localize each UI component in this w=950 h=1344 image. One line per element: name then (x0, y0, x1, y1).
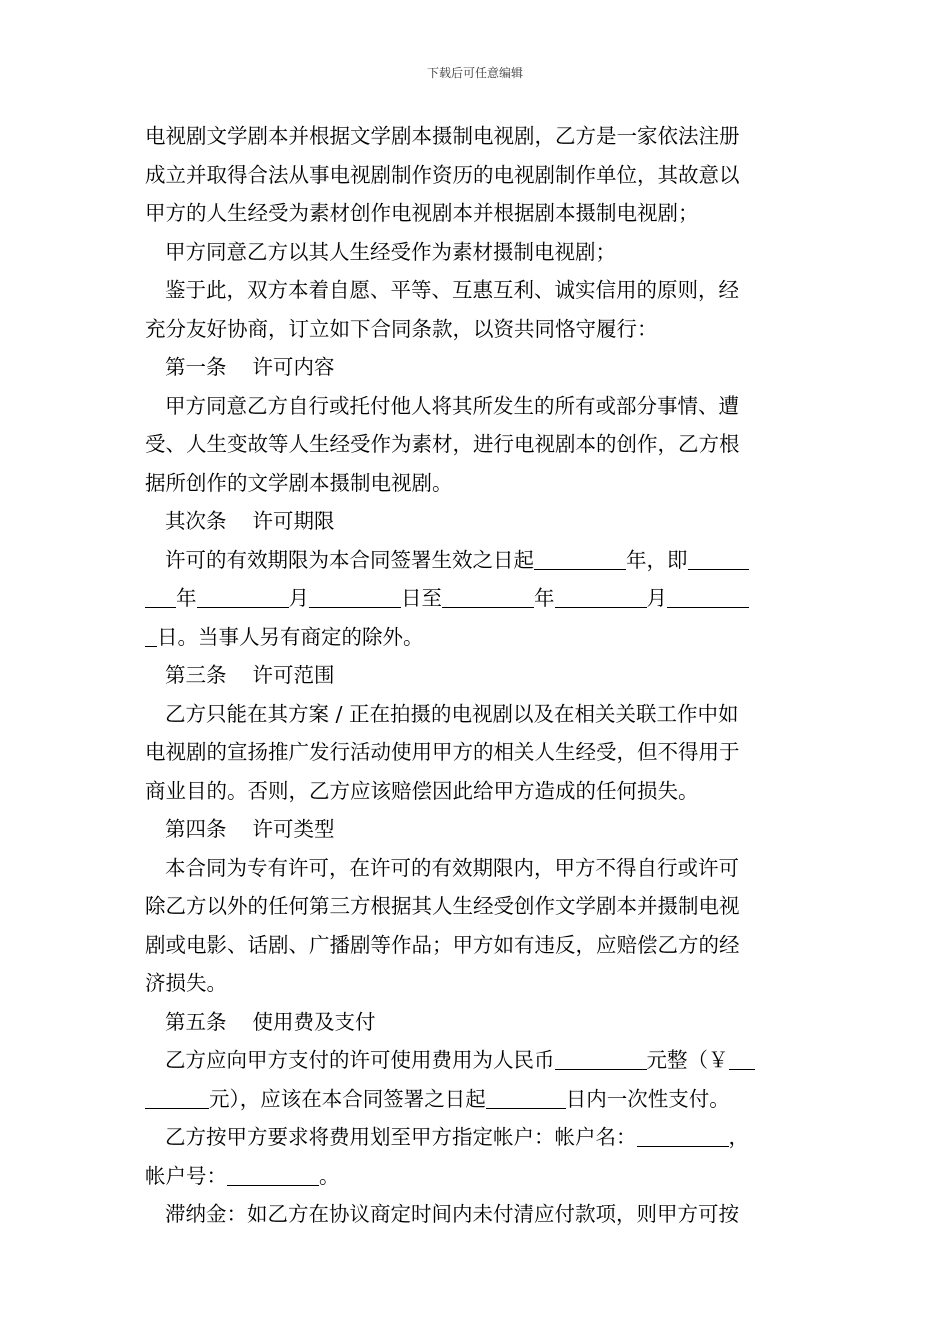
article-title: 许可内容 (252, 355, 335, 379)
text-segment: 日内一次性支付。 (565, 1086, 730, 1111)
text-line: 剧或电影、话剧、广播剧等作品；甲方如有违反，应赔偿乙方的经 (145, 932, 740, 957)
article-number: 第一条 (165, 355, 227, 379)
text-segment: 乙方按甲方要求将费用划至甲方指定帐户：帐户名： (165, 1125, 637, 1149)
blank-field (555, 1045, 647, 1070)
article-number: 第四条 (165, 817, 227, 841)
text-line: 充分友好协商，订立如下合同条款，以资共同恪守履行： (145, 316, 658, 341)
fee-line-2 (145, 1080, 807, 1119)
text-segment: 月 (288, 586, 309, 610)
blank-field (534, 545, 626, 570)
article-heading-3 (145, 656, 807, 695)
blank-field (688, 545, 749, 570)
article-title: 使用费及支付 (252, 1009, 376, 1034)
article-title: 许可期限 (252, 509, 335, 533)
text-segment: 帐户号： (145, 1163, 227, 1188)
date-line (145, 579, 807, 618)
blank-field (197, 583, 289, 608)
blank-field (227, 1161, 319, 1186)
text-segment: 日至 (401, 586, 442, 610)
text-line: 商业目的。否则，乙方应该赔偿因此给甲方造成的任何损失。 (145, 778, 699, 803)
article-number: 第五条 (165, 1009, 227, 1034)
text-segment: 年 (534, 586, 555, 610)
text-segment: 日。当事人另有商定的除外。 (157, 624, 424, 649)
article-heading-2 (145, 502, 807, 541)
blank-field (145, 622, 157, 647)
text-segment: 乙方应向甲方支付的许可使用费用为人民币 (165, 1048, 555, 1072)
contract-body (145, 117, 807, 1234)
text-line: 成立并取得合法从事电视剧制作资历的电视剧制作单位，其故意以 (145, 162, 740, 187)
blank-field (555, 583, 647, 608)
text-segment: 年，即 (626, 547, 688, 572)
page-header: 下载后可任意编辑 (426, 66, 523, 80)
article-number: 第三条 (165, 663, 227, 687)
text-line: 乙方只能在其方案 / 正在拍摄的电视剧以及在相关关联工作中如 (165, 701, 739, 726)
text-line: 本合同为专有许可，在许可的有效期限内，甲方不得自行或许可 (165, 855, 739, 880)
text-segment: ， (728, 1125, 749, 1149)
article-heading-4 (145, 810, 807, 849)
blank-field (667, 583, 749, 608)
text-line: 济损失。 (145, 971, 227, 995)
article-heading-1 (145, 348, 807, 387)
blank-field (145, 583, 176, 608)
text-segment: 元），应该在本合同签署之日起 (209, 1086, 486, 1111)
blank-field (145, 1084, 209, 1109)
article-title: 许可范围 (252, 663, 335, 687)
text-segment: 许可的有效期限为本合同签署生效之日起 (165, 547, 534, 572)
text-line: 甲方同意乙方以其人生经受作为素材摄制电视剧； (165, 239, 616, 264)
account-line (145, 1118, 807, 1157)
account-number-line (145, 1157, 807, 1196)
blank-field (729, 1045, 755, 1070)
blank-field (442, 583, 534, 608)
article-title: 许可类型 (252, 817, 335, 841)
blank-field (637, 1122, 729, 1147)
text-line: 电视剧文学剧本并根据文学剧本摄制电视剧，乙方是一家依法注册 (145, 124, 740, 148)
text-line: 电视剧的宣扬推广发行活动使用甲方的相关人生经受，但不得用于 (145, 740, 740, 764)
text-segment: 年 (176, 586, 197, 610)
term-line (145, 541, 807, 580)
text-line: 滞纳金：如乙方在协议商定时间内未付清应付款项，则甲方可按 (165, 1202, 739, 1226)
text-segment: 元整（￥ (646, 1048, 729, 1072)
text-segment: 。 (319, 1163, 340, 1188)
blank-field (309, 583, 401, 608)
text-line: 据所创作的文学剧本摄制电视剧。 (145, 470, 453, 495)
fee-line (145, 1041, 807, 1080)
text-line: 除乙方以外的任何第三方根据其人生经受创作文学剧本并摄制电视 (145, 894, 740, 918)
date-line-end (145, 618, 807, 657)
article-number: 其次条 (165, 509, 227, 533)
text-line: 甲方同意乙方自行或托付他人将其所发生的所有或部分事情、遭 (165, 393, 739, 418)
article-heading-5 (145, 1003, 807, 1042)
text-line: 甲方的人生经受为素材创作电视剧本并根据剧本摄制电视剧； (145, 201, 699, 225)
text-segment: 月 (646, 586, 667, 610)
blank-field (486, 1084, 566, 1109)
text-line: 鉴于此，双方本着自愿、平等、互惠互利、诚实信用的原则，经 (165, 278, 739, 302)
text-line: 受、人生变故等人生经受作为素材，进行电视剧本的创作，乙方根 (145, 432, 740, 456)
